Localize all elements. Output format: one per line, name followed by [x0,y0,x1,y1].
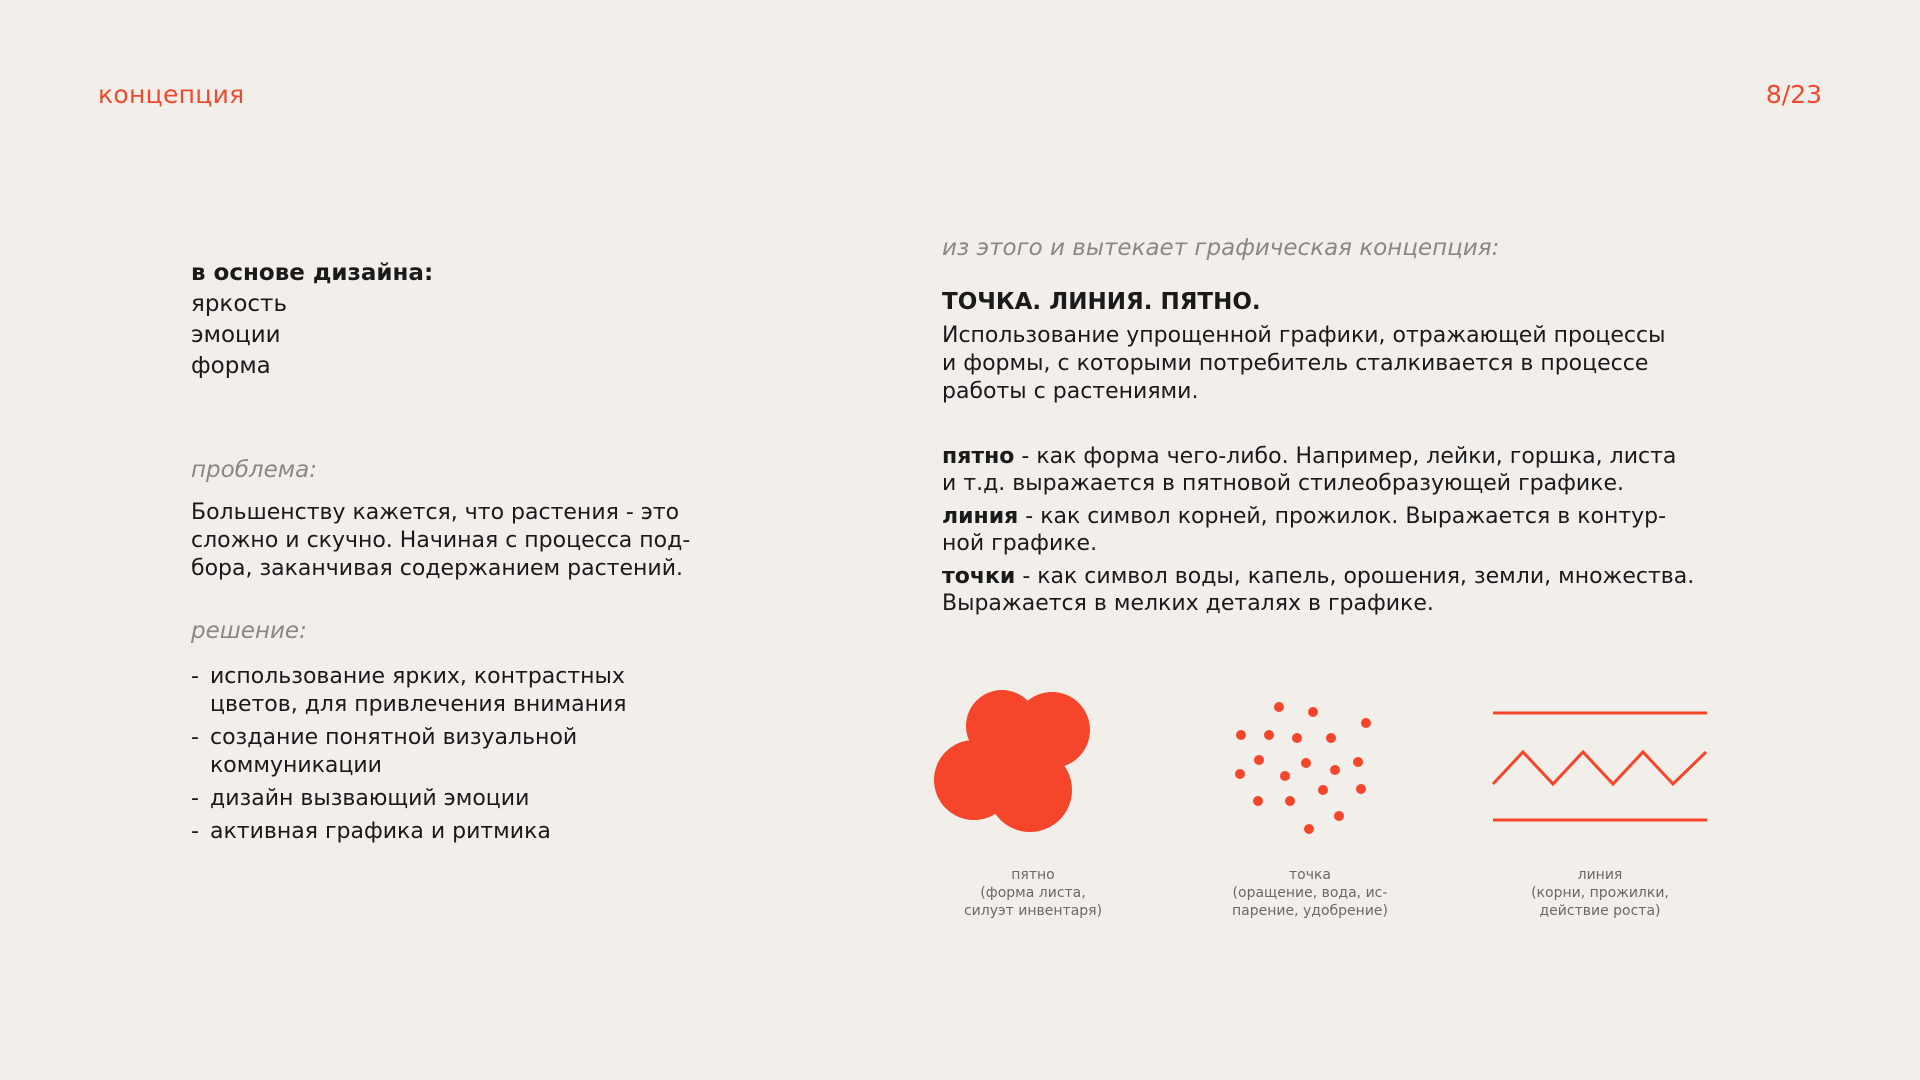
text-line: Выражается в мелких деталях в графике. [942,591,1434,616]
caption-line: (корни, прожилки, [1531,885,1669,901]
definition-term: точки [942,564,1016,589]
text-line: дизайн вызвающий эмоции [210,786,530,811]
caption-dot [1195,866,1425,920]
list-item [191,724,751,780]
list-item: яркость [191,291,287,317]
list-item: форма [191,353,271,379]
concept-intro: из этого и вытекает графическая концепция: [942,235,1500,261]
concept-definitions [942,443,1722,623]
zigzag-line-icon [1485,680,1715,860]
list-item: эмоции [191,322,281,348]
dots-icon [1192,680,1422,860]
section-title: концепция [98,80,245,109]
dots-cluster [1235,702,1371,834]
line-group [1493,713,1707,820]
page-number: 8/23 [1765,80,1822,109]
text-line: сложно и скучно. Начиная с процесса под- [191,528,691,553]
definition-dots [942,563,1722,617]
text-line: использование ярких, контрастных [210,664,625,689]
blob-shape [934,690,1090,832]
text-line: - как символ корней, прожилок. Выражается в контур- [1018,504,1667,529]
caption-line: действие роста) [1539,903,1661,919]
text-line: создание понятной визуальной [210,725,578,750]
blob-icon [918,680,1148,860]
text-line: - как символ воды, капель, орошения, земли, множества. [1015,564,1695,589]
caption-line-graphic [1485,866,1715,920]
text-line: Использование упрощенной графики, отражающей процессы [942,323,1666,348]
caption-spot [918,866,1148,920]
dash-marker: - [191,786,199,811]
list-item [191,785,751,813]
list-item [191,663,751,719]
list-item [191,818,751,846]
definition-spot [942,443,1722,497]
text-line: бора, заканчивая содержанием растений. [191,556,684,581]
dash-marker: - [191,819,199,844]
definition-term: пятно [942,444,1015,469]
design-basis [191,258,751,382]
dash-marker: - [191,664,199,689]
caption-line: линия [1577,867,1623,883]
caption-line: парение, удобрение) [1232,903,1388,919]
definition-line [942,503,1722,557]
caption-line: пятно [1011,867,1055,883]
text-line: ной графике. [942,531,1098,556]
problem-text [191,499,751,583]
text-line: и т.д. выражается в пятновой стилеобразующей графике. [942,471,1624,496]
caption-line: точка [1288,867,1332,883]
text-line: активная графика и ритмика [210,819,551,844]
text-line: работы с растениями. [942,379,1199,404]
definition-term: линия [942,504,1019,529]
text-line: и формы, с которыми потребитель сталкивается в процессе [942,351,1649,376]
text-line: Большенству кажется, что растения - это [191,500,680,525]
text-line: - как форма чего-либо. Например, лейки, горшка, листа [1014,444,1677,469]
problem-label: проблема: [191,457,317,483]
dash-marker: - [191,725,199,750]
caption-line: (форма листа, [980,885,1086,901]
concept-description [942,322,1722,406]
solution-list [191,663,751,851]
text-line: коммуникации [210,753,382,778]
concept-title: ТОЧКА. ЛИНИЯ. ПЯТНО. [942,289,1261,315]
text-line: цветов, для привлечения внимания [210,692,627,717]
caption-line: (оращение, вода, ис- [1232,885,1388,901]
solution-label: решение: [191,618,307,644]
caption-line: силуэт инвентаря) [963,903,1103,919]
design-basis-list [191,289,751,382]
design-basis-title: в основе дизайна: [191,260,434,286]
